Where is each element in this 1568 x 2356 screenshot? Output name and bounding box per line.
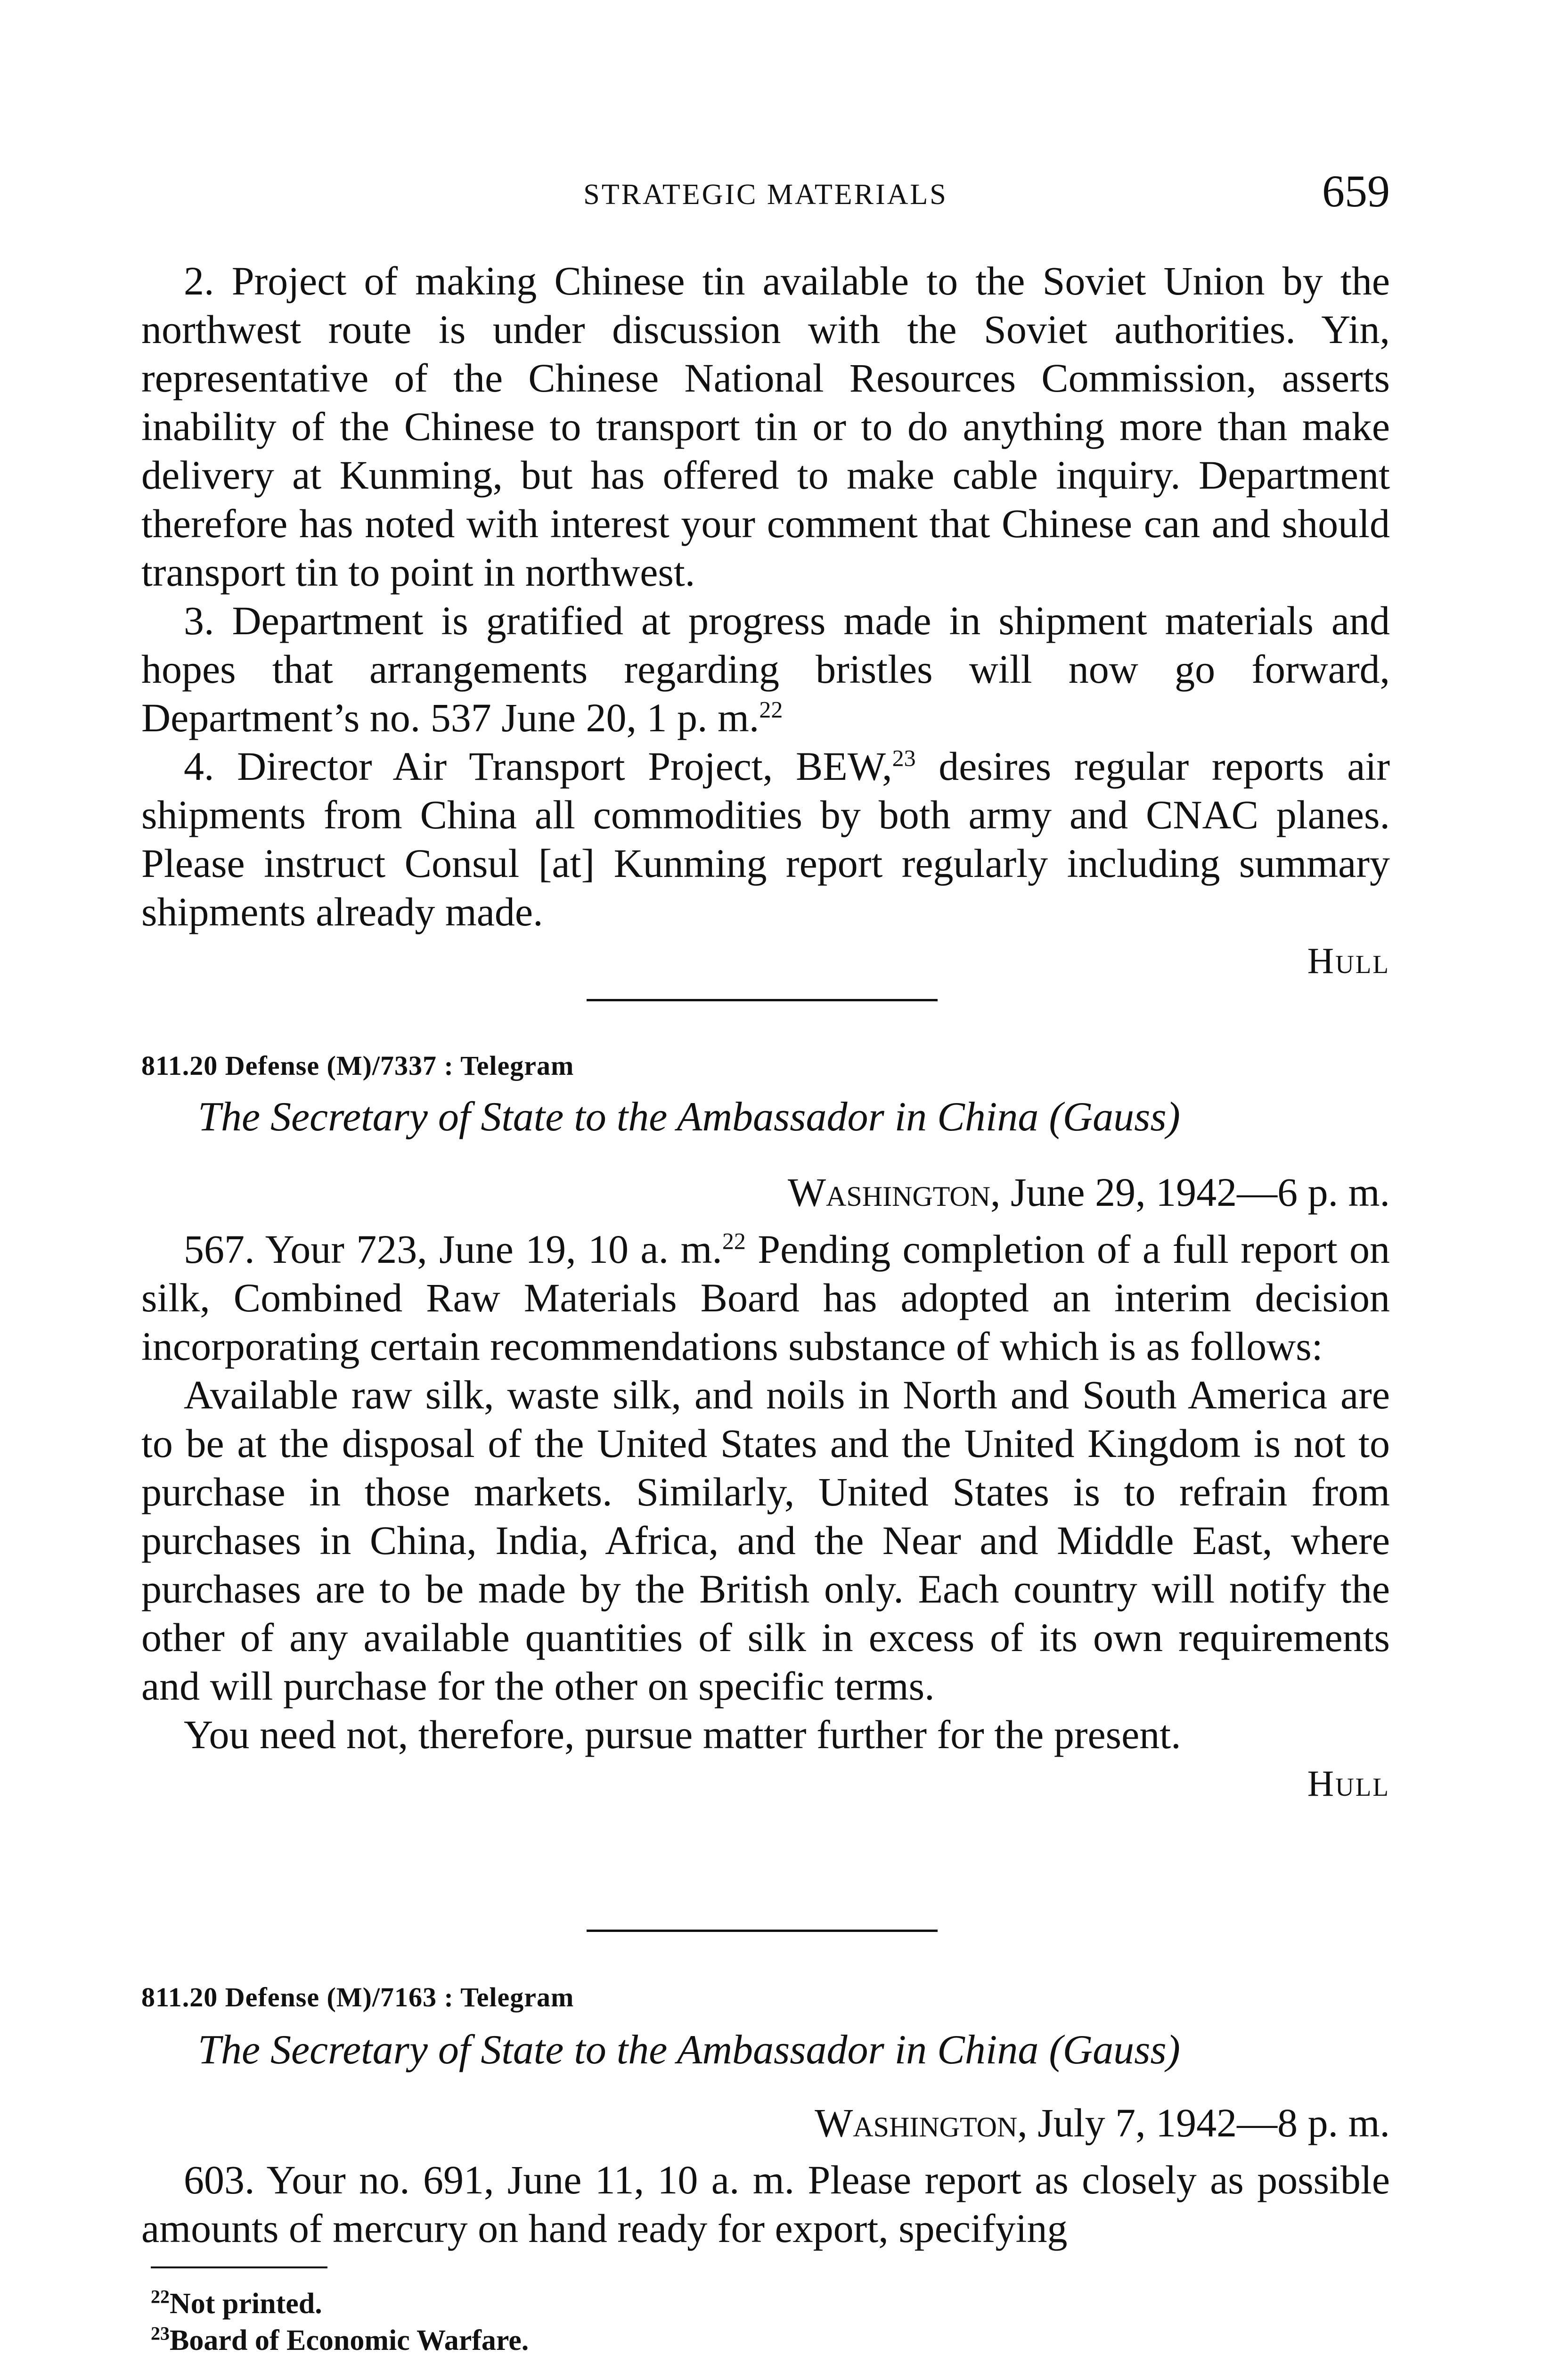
footnote-divider [151, 2266, 327, 2268]
file-reference: 811.20 Defense (M)/7337 : Telegram [141, 1050, 574, 1081]
paragraph-closing: You need not, therefore, pursue matter further for the present. [184, 1712, 1181, 1757]
paragraph-silk-allocation: Available raw silk, waste silk, and noils in North and South America are to be at the disposal of the United States and the United Kingdom is not to purchase in those markets. Similarly, United States is to refrain from purchases in China, India, Africa, and the Near and Middle East, where purchases are to be made by the British only. Each country will notify the other of any available quantities of silk in excess of its own requirements and will purchase for the other on specific terms. [141, 1372, 1390, 1709]
signature: Hull [1307, 1763, 1390, 1804]
running-head [141, 165, 1390, 226]
paragraph-567 [141, 1225, 1390, 1371]
document-heading: The Secretary of State to the Ambassador in China (Gauss) [198, 2027, 1180, 2073]
paragraph-4-text-b: desires regular reports air shipments from China all commodities by both army and CNAC planes. Please instruct Consul [at] Kunming report regularly including summary shipments already made. [141, 744, 1390, 934]
paragraph-2: 2. Project of making Chinese tin available to the Soviet Union by the northwest route is under discussion with the Soviet authorities. Yin, representative of the Chinese National Resources Commission, asserts inability of the Chinese to transport tin or to do anything more than make delivery at Kunming, but has offered to make cable inquiry. Department therefore has noted with interest your comment that Chinese can and should transport tin to point in northwest. [141, 258, 1390, 595]
section-divider [587, 999, 938, 1001]
paragraph-3-text: 3. Department is gratified at progress made in shipment materials and hopes that arrangements regarding bristles will now go forward, Department’s no. 537 June 20, 1 p. m. [141, 598, 1390, 740]
dateline-date: , June 29, 1942—6 p. m. [990, 1170, 1390, 1215]
footnote-mark: 22 [151, 2286, 170, 2307]
paragraph-567-text-b: Pending completion of a full report on silk, Combined Raw Materials Board has adopted an interim decision incorporating certain recommendations substance of which is as follows: [141, 1227, 1390, 1369]
running-title: STRATEGIC MATERIALS [583, 179, 948, 211]
signature: Hull [1307, 940, 1390, 981]
section-continued-telegram [141, 257, 1390, 985]
paragraph-3 [141, 597, 1390, 742]
footnotes [151, 2285, 529, 2356]
footnote-ref-22: 22 [759, 696, 783, 723]
document-heading: The Secretary of State to the Ambassador in China (Gauss) [198, 1094, 1180, 1140]
paragraph-567-text-a: 567. Your 723, June 19, 10 a. m. [184, 1227, 722, 1272]
file-reference: 811.20 Defense (M)/7163 : Telegram [141, 1982, 574, 2012]
dateline [788, 1169, 1390, 1216]
footnote-text: Not printed. [170, 2288, 322, 2320]
footnote-ref-23: 23 [892, 744, 916, 771]
dateline [815, 2099, 1390, 2146]
footnote [151, 2285, 529, 2322]
dateline-date: , July 7, 1942—8 p. m. [1017, 2100, 1390, 2145]
footnote [151, 2322, 529, 2356]
page-number: 659 [1322, 166, 1390, 216]
paragraph-4-text-a: 4. Director Air Transport Project, BEW, [184, 744, 892, 789]
telegram-body [141, 2156, 1390, 2253]
footnote-ref-22: 22 [722, 1227, 746, 1254]
dateline-place: Washington [787, 1170, 990, 1215]
footnote-mark: 23 [151, 2323, 170, 2344]
telegram-body [141, 1225, 1390, 1808]
footnote-text: Board of Economic Warfare. [170, 2324, 529, 2356]
paragraph-603: 603. Your no. 691, June 11, 10 a. m. Please report as closely as possible amounts of mercury on hand ready for export, specifying [141, 2157, 1390, 2251]
dateline-place: Washington [815, 2100, 1018, 2145]
section-divider [587, 1930, 938, 1932]
paragraph-4 [141, 742, 1390, 936]
